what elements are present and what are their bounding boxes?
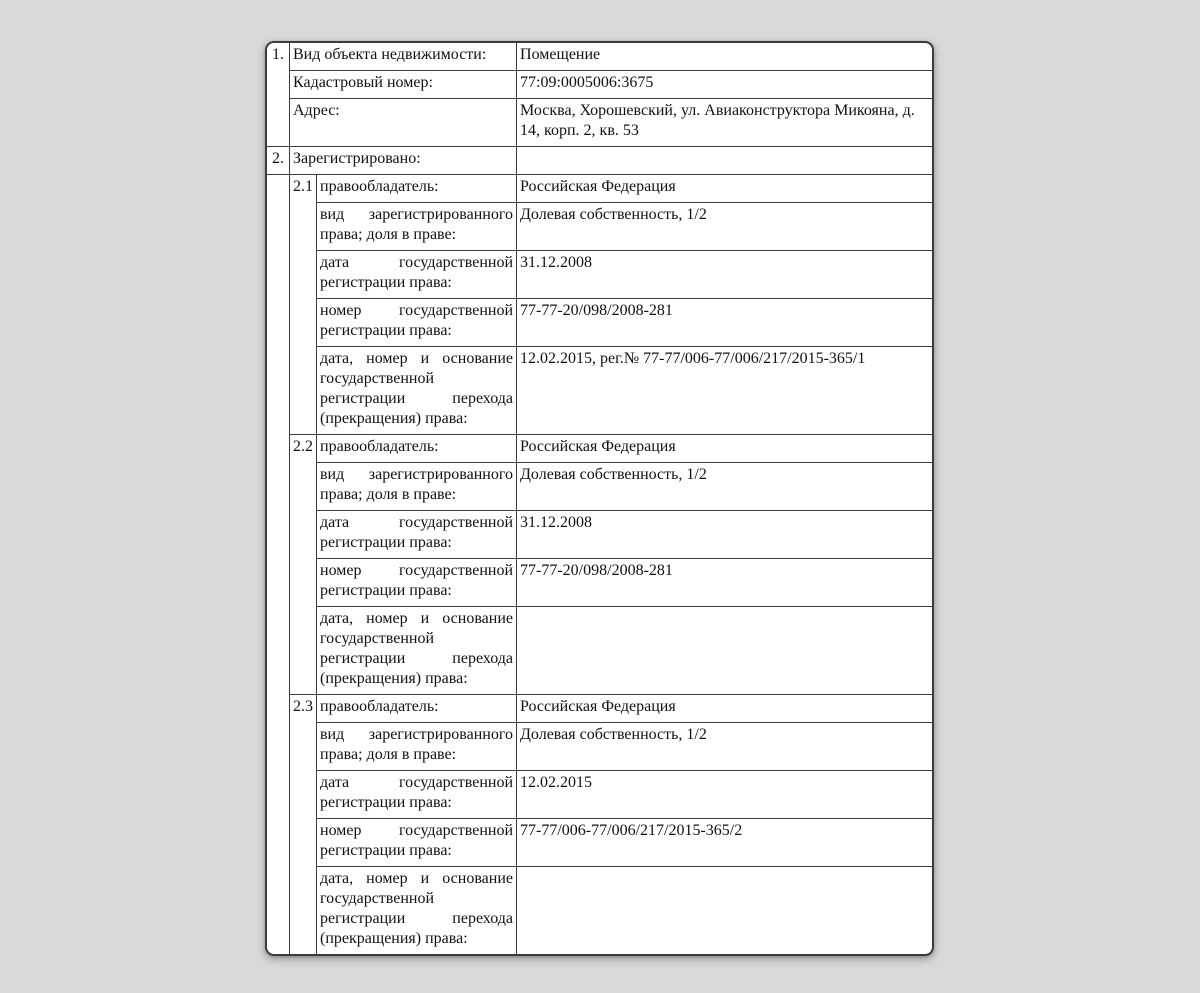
field-value: 77-77/006-77/006/217/2015-365/2 — [517, 819, 933, 867]
table-row — [267, 435, 933, 463]
field-label: правообладатель: — [317, 175, 517, 203]
field-value: 77:09:0005006:3675 — [517, 71, 933, 99]
table-row — [267, 347, 933, 435]
row-number-spacer — [267, 175, 290, 955]
field-label: дата государственной регистрации права: — [317, 511, 517, 559]
table-row — [267, 559, 933, 607]
table-row — [267, 43, 933, 71]
table-row — [267, 723, 933, 771]
field-label: Адрес: — [290, 99, 517, 147]
field-label: номер государственной регистрации права: — [317, 819, 517, 867]
table-row — [267, 251, 933, 299]
row-subnumber: 2.1 — [290, 175, 317, 435]
field-label: дата государственной регистрации права: — [317, 771, 517, 819]
table-row — [267, 819, 933, 867]
table-row — [267, 147, 933, 175]
row-number: 2. — [267, 147, 290, 175]
field-value: Москва, Хорошевский, ул. Авиаконструктора Микояна, д. 14, корп. 2, кв. 53 — [517, 99, 933, 147]
row-subnumber: 2.3 — [290, 695, 317, 955]
table-row — [267, 203, 933, 251]
field-value: Помещение — [517, 43, 933, 71]
field-value: 31.12.2008 — [517, 251, 933, 299]
table-row — [267, 867, 933, 955]
table-row — [267, 299, 933, 347]
field-value: 12.02.2015 — [517, 771, 933, 819]
field-label: номер государственной регистрации права: — [317, 559, 517, 607]
field-label: Вид объекта недвижимости: — [290, 43, 517, 71]
field-label: дата государственной регистрации права: — [317, 251, 517, 299]
table-row — [267, 99, 933, 147]
table-row — [267, 71, 933, 99]
field-value: 77-77-20/098/2008-281 — [517, 299, 933, 347]
field-label: правообладатель: — [317, 435, 517, 463]
field-value: 12.02.2015, рег.№ 77-77/006-77/006/217/2015-365/1 — [517, 347, 933, 435]
table-row — [267, 511, 933, 559]
table-row — [267, 771, 933, 819]
field-value: Долевая собственность, 1/2 — [517, 723, 933, 771]
property-record-table — [266, 42, 933, 955]
field-label: вид зарегистрированного права; доля в праве: — [317, 723, 517, 771]
row-subnumber: 2.2 — [290, 435, 317, 695]
field-value: Российская Федерация — [517, 435, 933, 463]
field-value: Долевая собственность, 1/2 — [517, 463, 933, 511]
field-value — [517, 147, 933, 175]
table-row — [267, 463, 933, 511]
table-row — [267, 607, 933, 695]
field-label: вид зарегистрированного права; доля в праве: — [317, 203, 517, 251]
field-value: Долевая собственность, 1/2 — [517, 203, 933, 251]
field-value — [517, 607, 933, 695]
field-value: Российская Федерация — [517, 695, 933, 723]
field-value: 31.12.2008 — [517, 511, 933, 559]
field-value: Российская Федерация — [517, 175, 933, 203]
field-value — [517, 867, 933, 955]
table-row — [267, 175, 933, 203]
document-page — [265, 41, 934, 956]
field-label: дата, номер и основание государственной регистрации перехода (прекращения) права: — [317, 607, 517, 695]
field-label: номер государственной регистрации права: — [317, 299, 517, 347]
field-label: вид зарегистрированного права; доля в праве: — [317, 463, 517, 511]
field-label: дата, номер и основание государственной регистрации перехода (прекращения) права: — [317, 867, 517, 955]
field-label: дата, номер и основание государственной регистрации перехода (прекращения) права: — [317, 347, 517, 435]
field-label: Зарегистрировано: — [290, 147, 517, 175]
table-row — [267, 695, 933, 723]
field-value: 77-77-20/098/2008-281 — [517, 559, 933, 607]
field-label: Кадастровый номер: — [290, 71, 517, 99]
field-label: правообладатель: — [317, 695, 517, 723]
row-number: 1. — [267, 43, 290, 147]
